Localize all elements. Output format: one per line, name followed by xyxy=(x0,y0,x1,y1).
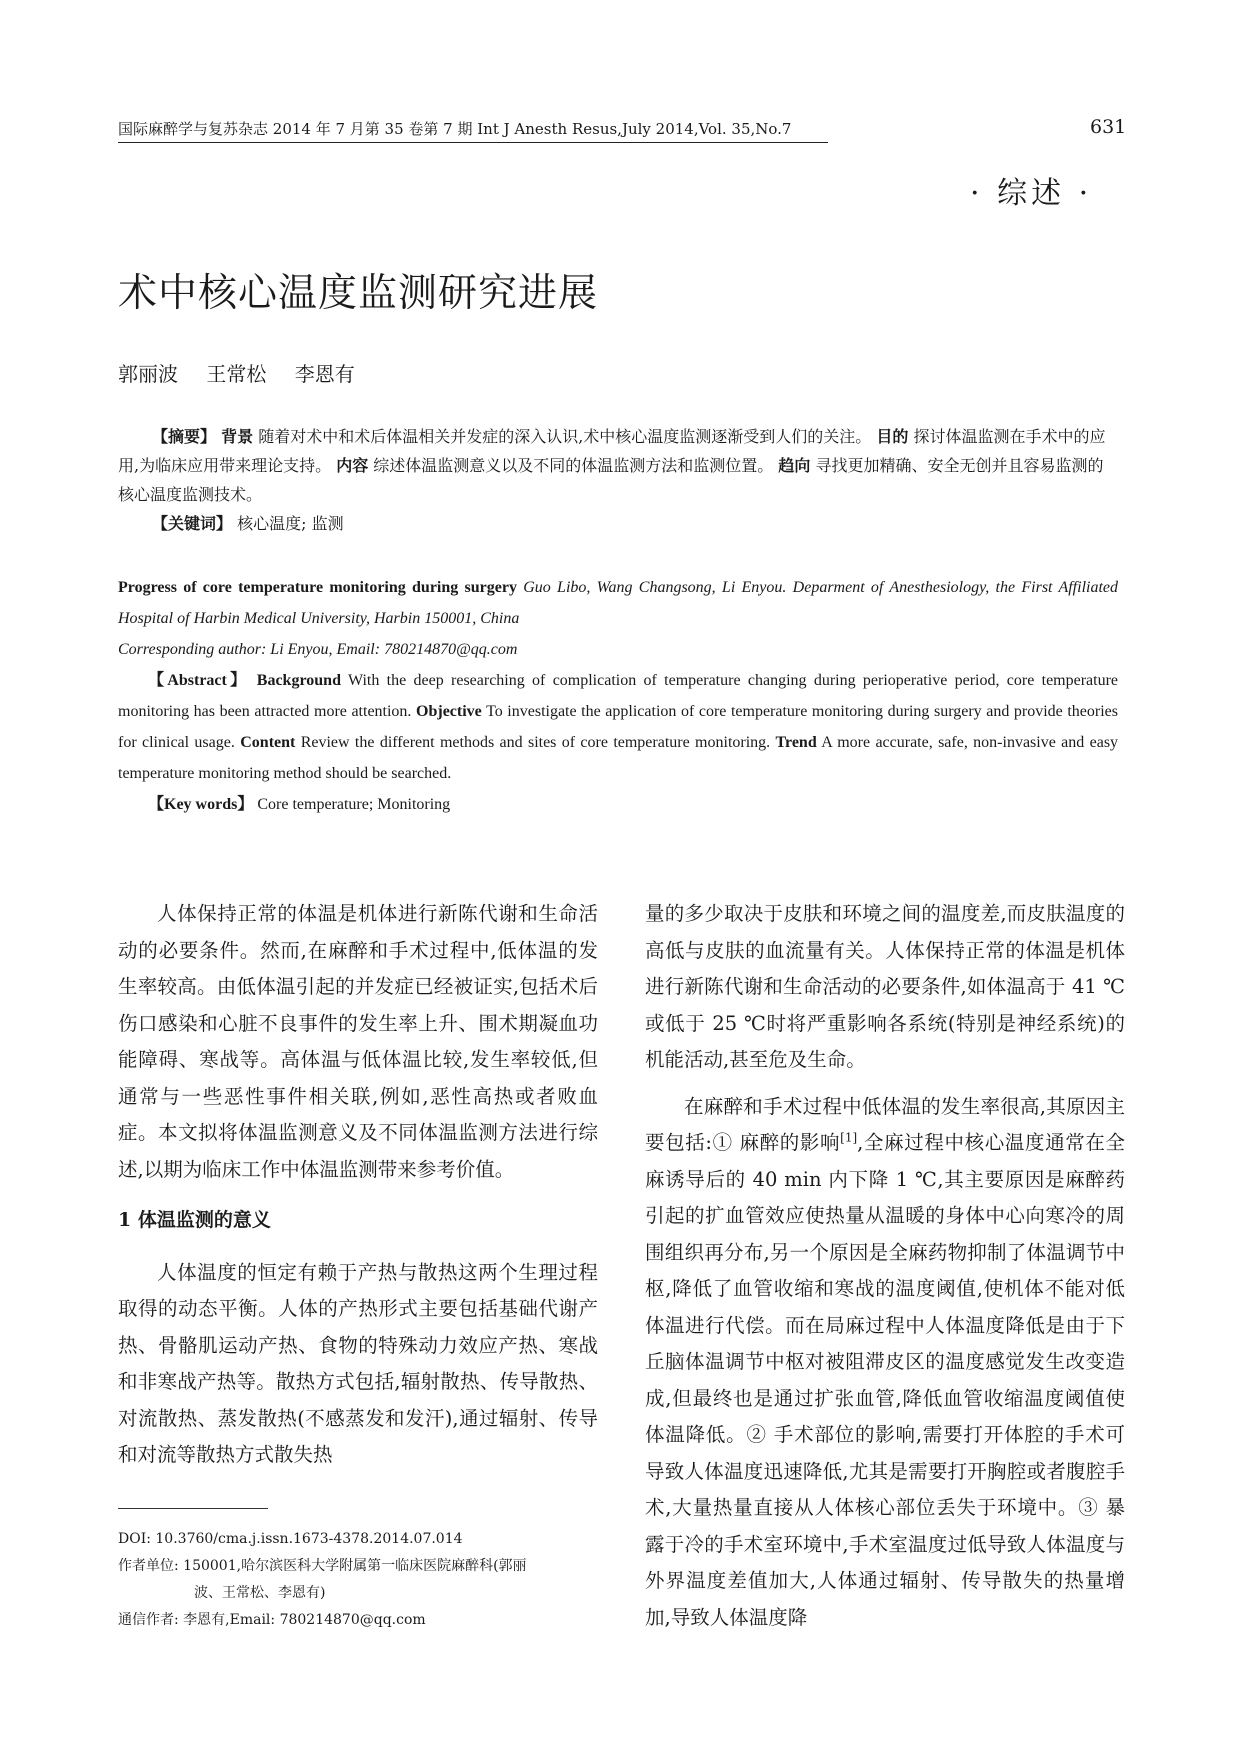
keywords-text: 核心温度; 监测 xyxy=(237,514,344,533)
english-content-label: Content xyxy=(240,734,296,751)
citation-ref: [1] xyxy=(840,1130,858,1145)
background-label: 背景 xyxy=(221,427,254,446)
chinese-abstract xyxy=(118,422,1118,538)
english-authors-affiliation: Guo Libo, Wang Changsong, Li Enyou. Deparment of Anesthesiology, the First Affiliated Hospital of Harbin Medical University, Harbin 150001, China xyxy=(118,579,1119,627)
running-header: 国际麻醉学与复苏杂志 2014 年 7 月第 35 卷第 7 期 Int J Anesth Resus,July 2014,Vol. 35,No.7 xyxy=(118,118,828,143)
corresponding-footnote: 通信作者: 李恩有,Email: 780214870@qq.com xyxy=(118,1612,426,1628)
english-keywords: Core temperature; Monitoring xyxy=(257,796,451,813)
english-abstract-label: 【Abstract】 xyxy=(148,672,250,689)
english-content: Review the different methods and sites of core temperature monitoring. xyxy=(300,734,771,751)
section-heading: 1 体温监测的意义 xyxy=(118,1209,271,1231)
objective-label: 目的 xyxy=(876,427,909,446)
body-right-column xyxy=(645,896,1125,1636)
footnote-divider xyxy=(118,1508,268,1509)
english-abstract xyxy=(118,572,1118,820)
content-label: 内容 xyxy=(336,456,369,475)
trend-text: 寻找更加精确、安全无创并且容易监测的核心温度监测技术。 xyxy=(118,456,1104,504)
english-title: Progress of core temperature monitoring during surgery xyxy=(118,579,517,596)
continued-paragraph: 量的多少取决于皮肤和环境之间的温度差,而皮肤温度的高低与皮肤的血流量有关。人体保持正常的体温是机体进行新陈代谢和生命活动的必要条件,如体温高于 41 ℃或低于 25 ℃时将严重影响各系统(特别是神经系统)的机能活动,甚至危及生命。 xyxy=(645,902,1125,1071)
english-keywords-label: 【Key words】 xyxy=(148,796,254,813)
causes-text-a: 在麻醉和手术过程中低体温的发生率很高,其原因主要包括:① 麻醉的影响 xyxy=(645,1094,1125,1154)
unit-label: 作者单位: xyxy=(118,1558,179,1574)
hypothermia-causes-paragraph xyxy=(645,1089,1125,1637)
causes-text-b: ,全麻过程中核心温度通常在全麻诱导后的 40 min 内下降 1 ℃,其主要原因是麻醉药引起的扩血管效应使热量从温暖的身体中心向寒冷的周围组织再分布,另一个原因是全麻药物抑制了体温调节中枢,降低了血管收缩和寒战的温度阈值,使机体不能对低体温进行代偿。而在局麻过程中人体温度降低是由于下丘脑体温调节中枢对被阻滞皮区的温度感觉发生改变造成,但最终也是通过扩张血管,降低血管收缩温度阈值使体温降低。② 手术部位的影响,需要打开体腔的手术可导致人体温度迅速降低,尤其是需要打开胸腔或者腹腔手术,大量热量直接从人体核心部位丢失于环境中。③ 暴露于冷的手术室环境中,手术室温度过低导致人体温度与外界温度差值加大,人体通过辐射、传导散失的热量增加,导致人体温度降 xyxy=(645,1131,1125,1629)
abstract-label: 【摘要】 xyxy=(152,427,217,446)
background-text: 随着对术中和术后体温相关并发症的深入认识,术中核心温度监测逐渐受到人们的关注。 xyxy=(258,427,872,446)
unit-line-1: 150001,哈尔滨医科大学附属第一临床医院麻醉科(郭丽 xyxy=(183,1558,527,1574)
english-objective: To investigate the application of core temperature monitoring during surgery and provide theories for clinical usage. xyxy=(118,703,1119,751)
section1-paragraph: 人体温度的恒定有赖于产热与散热这两个生理过程取得的动态平衡。人体的产热形式主要包括基础代谢产热、骨骼肌运动产热、食物的特殊动力效应产热、寒战和非寒战产热等。散热方式包括,辐射散热、传导散热、对流散热、蒸发散热(不感蒸发和发汗),通过辐射、传导和对流等散热方式散失热 xyxy=(118,1260,598,1466)
body-left-column xyxy=(118,896,598,1474)
footnotes xyxy=(118,1526,598,1634)
article-authors: 郭丽波 王常松 李恩有 xyxy=(118,362,355,386)
unit-line-2: 波、王常松、李恩有) xyxy=(194,1585,326,1601)
article-title: 术中核心温度监测研究进展 xyxy=(118,271,599,316)
section-tag: · 综述 · xyxy=(970,176,1093,211)
english-trend-label: Trend xyxy=(775,734,817,751)
content-text: 综述体温监测意义以及不同的体温监测方法和监测位置。 xyxy=(373,456,774,475)
keywords-label: 【关键词】 xyxy=(152,514,233,533)
intro-paragraph: 人体保持正常的体温是机体进行新陈代谢和生命活动的必要条件。然而,在麻醉和手术过程中,低体温的发生率较高。由低体温引起的并发症已经被证实,包括术后伤口感染和心脏不良事件的发生率上升、围术期凝血功能障碍、寒战等。高体温与低体温比较,发生率较低,但通常与一些恶性事件相关联,例如,恶性高热或者败血症。本文拟将体温监测意义及不同体温监测方法进行综述,以期为临床工作中体温监测带来参考价值。 xyxy=(118,902,598,1181)
english-trend: A more accurate, safe, non-invasive and easy temperature monitoring method should be searched. xyxy=(118,734,1119,782)
english-objective-label: Objective xyxy=(416,703,482,720)
english-corresponding: Corresponding author: Li Enyou, Email: 780214870@qq.com xyxy=(118,641,518,658)
page-number: 631 xyxy=(1090,116,1127,138)
trend-label: 趋向 xyxy=(778,456,811,475)
english-background: With the deep researching of complication of temperature changing during perioperative period, core temperature monitoring has been attracted more attention. xyxy=(118,672,1119,720)
objective-text: 探讨体温监测在手术中的应用,为临床应用带来理论支持。 xyxy=(118,427,1106,475)
english-background-label: Background xyxy=(256,672,341,689)
doi-line: DOI: 10.3760/cma.j.issn.1673-4378.2014.07.014 xyxy=(118,1531,463,1547)
